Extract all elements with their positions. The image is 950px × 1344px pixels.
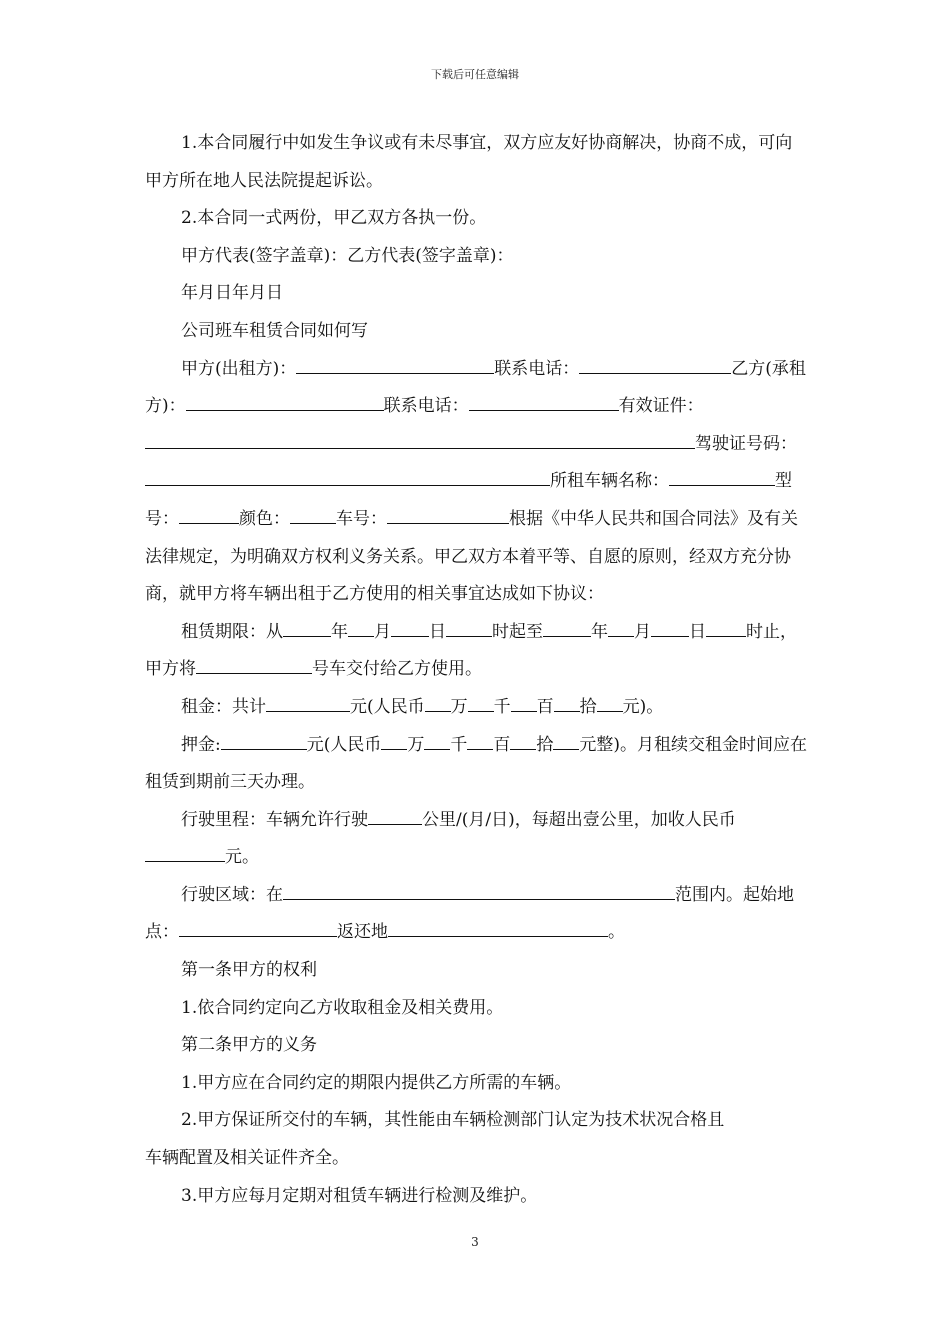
- clause-copies: 2.本合同一式两份，甲乙双方各执一份。: [181, 208, 487, 229]
- lease-term-paragraph: [145, 614, 807, 689]
- lessor-blank[interactable]: [296, 359, 494, 374]
- rmb-text: 元(人民币: [350, 696, 425, 717]
- deposit-label: 押金:: [181, 734, 221, 755]
- rent-wan-blank[interactable]: [425, 697, 451, 712]
- rent-bai-blank[interactable]: [511, 697, 537, 712]
- handover-text: 时止，甲方将: [145, 621, 797, 680]
- surcharge-blank[interactable]: [145, 847, 225, 862]
- rent-yuan-blank[interactable]: [597, 697, 623, 712]
- bai-text: 百: [536, 696, 554, 717]
- year-text: 年: [331, 621, 348, 642]
- rent-amount-blank[interactable]: [266, 697, 350, 712]
- signature-line: 甲方代表(签字盖章)：乙方代表(签字盖章)：: [181, 245, 514, 266]
- vehicle-name-label: 所租车辆名称：: [550, 471, 669, 492]
- article-1-heading: 第一条甲方的权利: [181, 960, 317, 981]
- return-location-blank[interactable]: [388, 922, 608, 937]
- article-2-item-3: 3.甲方应每月定期对租赁车辆进行检测及维护。: [181, 1185, 538, 1206]
- article-2-item-2: 2.甲方保证所交付的车辆，其性能由车辆检测部门认定为技术状况合格且: [181, 1110, 725, 1131]
- month-text: 月: [634, 621, 651, 642]
- page-number: 3: [471, 1235, 479, 1249]
- parties-paragraph: [145, 351, 807, 614]
- article-1-item-1: 1.依合同约定向乙方收取租金及相关费用。: [181, 997, 504, 1018]
- model-blank[interactable]: [179, 509, 239, 524]
- article-2-heading: 第二条甲方的义务: [181, 1035, 317, 1056]
- vehicle-number-blank[interactable]: [196, 659, 312, 674]
- license-blank[interactable]: [145, 471, 550, 486]
- term-label: 租赁期限：从: [181, 621, 283, 642]
- plate-blank[interactable]: [387, 509, 509, 524]
- rent-shi-blank[interactable]: [554, 697, 580, 712]
- license-label: 驾驶证号码：: [695, 433, 797, 454]
- start-location-blank[interactable]: [179, 922, 337, 937]
- date-line: 年月日年月日: [181, 283, 283, 304]
- shi-text: 拾: [579, 696, 597, 717]
- deposit-qian-blank[interactable]: [424, 735, 450, 750]
- month-text: 月: [374, 621, 391, 642]
- deposit-wan-blank[interactable]: [381, 735, 407, 750]
- yuan-text: 元)。: [622, 696, 664, 717]
- day-text: 日: [429, 621, 446, 642]
- mileage-paragraph: [145, 802, 807, 877]
- id-blank[interactable]: [145, 434, 695, 449]
- deposit-terms-text: 元整)。月租续交租金时间应在租赁到期前三天办理。: [145, 734, 808, 793]
- area-paragraph: [145, 877, 807, 952]
- end-year-blank[interactable]: [543, 622, 591, 637]
- clause-dispute: 1.本合同履行中如发生争议或有未尽事宜，双方应友好协商解决，协商不成，可向甲方所在地人民法院提起诉讼。: [145, 133, 793, 191]
- until-text: 时起至: [492, 621, 543, 642]
- start-year-blank[interactable]: [283, 622, 331, 637]
- lessee-phone-label: 联系电话：: [383, 396, 469, 417]
- qian-text: 千: [493, 696, 511, 717]
- shi-text: 拾: [536, 734, 554, 755]
- end-hour-blank[interactable]: [706, 622, 746, 637]
- end-day-blank[interactable]: [651, 622, 689, 637]
- end-month-blank[interactable]: [608, 622, 634, 637]
- vehicle-name-blank[interactable]: [669, 471, 775, 486]
- wan-text: 万: [450, 696, 468, 717]
- yuan-end-text: 元。: [225, 847, 259, 868]
- rent-paragraph: [145, 689, 807, 727]
- mileage-label: 行驶里程：车辆允许行驶: [181, 809, 368, 830]
- lessee-blank[interactable]: [186, 396, 384, 411]
- bai-text: 百: [493, 734, 511, 755]
- document-body: [145, 125, 807, 1215]
- lessee-label: 乙方(承租方)：: [145, 358, 806, 417]
- lessor-phone-blank[interactable]: [579, 359, 731, 374]
- contract-title: 公司班车租赁合同如何写: [181, 320, 368, 341]
- deposit-yuan-blank[interactable]: [553, 735, 579, 750]
- mileage-text: 公里/(月/日)，每超出壹公里，加收人民币: [422, 809, 736, 830]
- start-location-label: 范围内。起始地点：: [145, 884, 794, 943]
- deposit-amount-blank[interactable]: [221, 735, 307, 750]
- id-label: 有效证件：: [618, 396, 704, 417]
- start-day-blank[interactable]: [391, 622, 429, 637]
- lessee-phone-blank[interactable]: [469, 396, 619, 411]
- rent-qian-blank[interactable]: [468, 697, 494, 712]
- article-2-item-1: 1.甲方应在合同约定的期限内提供乙方所需的车辆。: [181, 1072, 572, 1093]
- area-blank[interactable]: [283, 885, 675, 900]
- legal-basis-text: 根据《中华人民共和国合同法》及有关法律规定，为明确双方权利义务关系。甲乙双方本着平等、自愿的原则，经双方充分协商，就甲方将车辆出租于乙方使用的相关事宜达成如下协议：: [145, 508, 798, 605]
- color-label: 颜色：: [239, 508, 290, 529]
- article-2-item-2-cont: 车辆配置及相关证件齐全。: [145, 1148, 349, 1169]
- model-label: 型号：: [145, 471, 792, 529]
- lessor-label: 甲方(出租方)：: [181, 358, 297, 379]
- deposit-paragraph: [145, 727, 807, 802]
- period-text: 。: [608, 922, 625, 943]
- area-label: 行驶区域：在: [181, 884, 283, 905]
- start-hour-blank[interactable]: [446, 622, 492, 637]
- deposit-bai-blank[interactable]: [467, 735, 493, 750]
- wan-text: 万: [407, 734, 425, 755]
- day-text: 日: [689, 621, 706, 642]
- mileage-blank[interactable]: [368, 810, 422, 825]
- return-location-label: 返还地: [337, 922, 388, 943]
- handover-end-text: 号车交付给乙方使用。: [312, 659, 482, 680]
- page-header: 下载后可任意编辑: [431, 68, 519, 81]
- rent-label: 租金：共计: [181, 696, 266, 717]
- year-text: 年: [591, 621, 608, 642]
- lessor-phone-label: 联系电话：: [494, 358, 580, 379]
- plate-label: 车号：: [336, 508, 387, 529]
- qian-text: 千: [450, 734, 468, 755]
- deposit-shi-blank[interactable]: [510, 735, 536, 750]
- start-month-blank[interactable]: [348, 622, 374, 637]
- color-blank[interactable]: [290, 509, 336, 524]
- rmb-text: 元(人民币: [306, 734, 382, 755]
